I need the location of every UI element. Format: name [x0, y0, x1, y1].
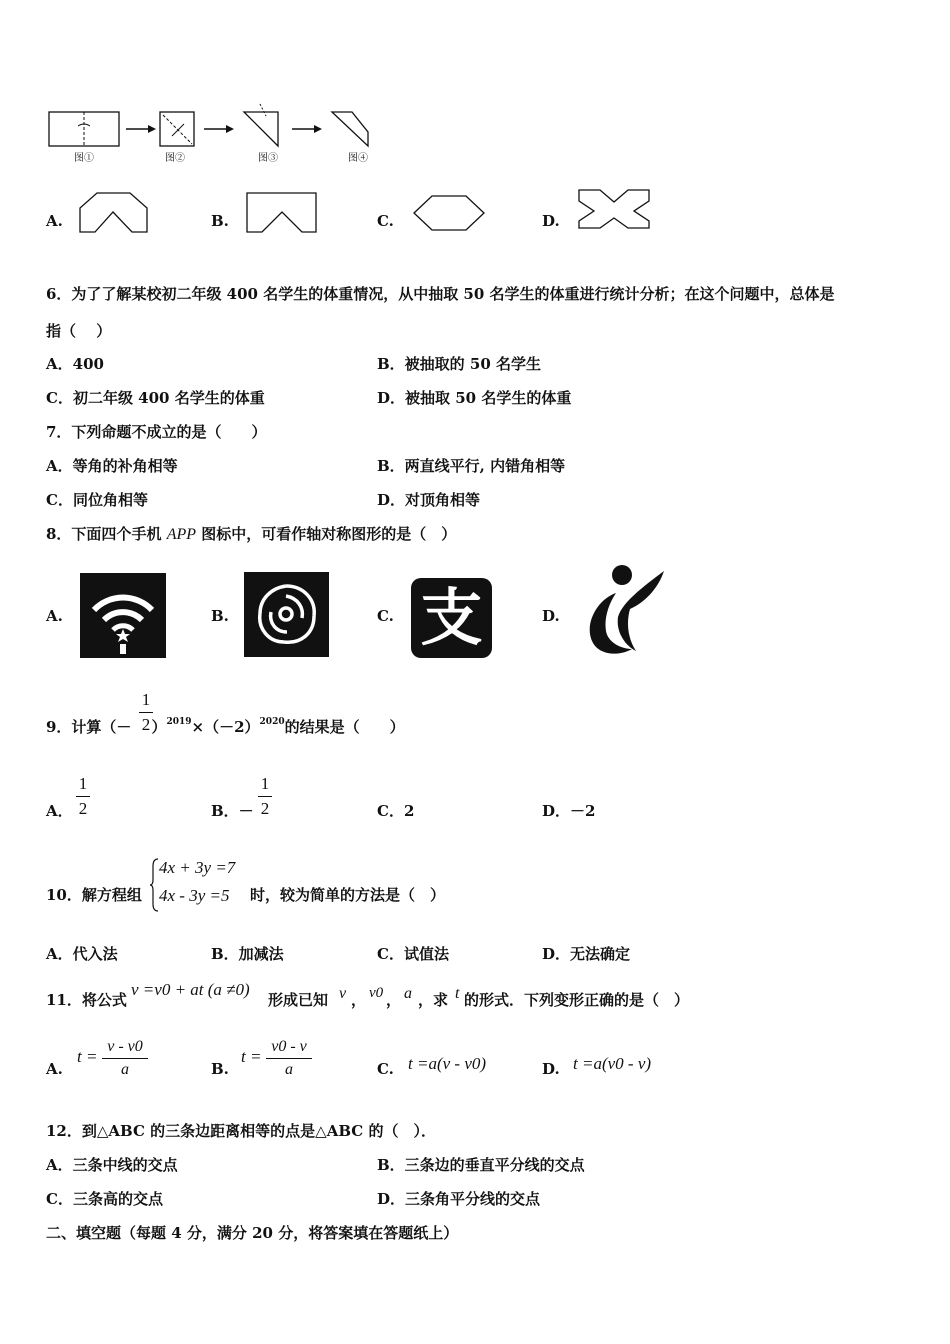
q5-option-c-label: C. — [377, 212, 394, 230]
q12-stem: 12．到△ABC 的三条边距离相等的点是△ABC 的（ ）． — [46, 1122, 436, 1140]
q9-option-a-label: A． — [46, 802, 73, 820]
q10-option-c: C．试值法 — [377, 945, 449, 963]
q5-option-shapes — [0, 0, 950, 260]
q10-option-b: B．加减法 — [211, 945, 284, 963]
q7-option-c: C．同位角相等 — [46, 491, 148, 509]
q9-frac-den: 2 — [141, 715, 151, 734]
q11-option-a-label: A. — [46, 1060, 63, 1078]
pay-icon — [411, 578, 492, 658]
pay-icon-char: 支 — [420, 581, 483, 654]
wifi-icon — [80, 573, 166, 658]
q6-option-a: A．400 — [46, 355, 104, 373]
q5-figure-label-3: 图③ — [258, 153, 278, 164]
q12-option-a: A．三条中线的交点 — [46, 1156, 178, 1174]
q9-exp1: 2019 — [166, 717, 192, 727]
q7-option-a: A．等角的补角相等 — [46, 457, 178, 475]
q5-option-d-label: D. — [542, 212, 560, 230]
q6-option-d: D．被抽取 50 名学生的体重 — [377, 389, 572, 407]
q11-c-expr: t =a(v - v0) — [408, 1054, 487, 1073]
q11-d-expr: t =a(v0 - v) — [573, 1054, 652, 1073]
q11-known-a: a — [404, 985, 412, 1002]
q9-stem-pre: 9．计算（－ — [46, 718, 132, 736]
q7-option-d: D．对顶角相等 — [377, 491, 481, 509]
q8-option-c-label: C. — [377, 607, 394, 625]
q9-a-num: 1 — [78, 774, 88, 793]
q11-seek-t: t — [455, 985, 460, 1002]
q11-comma-1: ， — [351, 991, 367, 1009]
q11-stem-post: 的形式．下列变形正确的是（ ） — [464, 991, 690, 1009]
q9-option-a-fraction — [76, 774, 90, 819]
q5-figure-label-2: 图② — [165, 153, 185, 164]
q9-option-b-fraction — [258, 774, 272, 819]
q9-stem-post: 的结果是（ ） — [284, 718, 405, 736]
q11-stem-mid: 形成已知 — [268, 991, 329, 1009]
q5-figure-label-4: 图④ — [348, 153, 368, 164]
q12-option-b: B．三条边的垂直平分线的交点 — [377, 1156, 585, 1174]
q10-stem-pre: 10．解方程组 — [46, 886, 142, 904]
q7-stem: 7．下列命题不成立的是（ ） — [46, 423, 267, 441]
q8-stem-post: 图标中，可看作轴对称图形的是（ ） — [201, 525, 457, 543]
q11-a-den: a — [121, 1061, 129, 1078]
q8-option-a-label: A. — [46, 607, 63, 625]
q9-stem-fraction — [139, 690, 153, 735]
q7-option-b: B．两直线平行, 内错角相等 — [377, 457, 566, 475]
q10-option-d: D．无法确定 — [542, 945, 631, 963]
figure-icon — [578, 563, 668, 658]
q11-known-v0: v0 — [369, 985, 384, 1001]
q9-option-b-label: B．－ — [211, 802, 254, 820]
q11-option-c-label: C. — [377, 1060, 394, 1078]
q5-option-a-label: A. — [46, 212, 63, 230]
q11-option-b-label: B. — [211, 1060, 229, 1078]
q11-stem-pre: 11．将公式 — [46, 991, 127, 1009]
q9-b-den: 2 — [260, 799, 270, 818]
q9-stem — [46, 716, 405, 737]
q5-option-b-label: B. — [211, 212, 229, 230]
q11-option-d-label: D. — [542, 1060, 560, 1078]
q8-option-b-label: B. — [211, 607, 229, 625]
q10-option-a: A．代入法 — [46, 945, 118, 963]
q8-stem — [46, 523, 456, 544]
q5-shape-a — [80, 193, 147, 232]
q5-shape-c — [414, 196, 484, 230]
q9-option-c: C．2 — [377, 802, 415, 820]
q11-comma-2: ， — [386, 991, 402, 1009]
q11-option-b-fraction — [266, 1038, 312, 1079]
q9-option-d: D．－2 — [542, 802, 596, 820]
q9-b-num: 1 — [260, 774, 270, 793]
q8-stem-app: APP — [166, 526, 197, 543]
q12-option-c: C．三条高的交点 — [46, 1190, 163, 1208]
q9-a-den: 2 — [78, 799, 88, 818]
q11-formula: v =v0 + at (a ≠0) — [131, 980, 250, 999]
q9-stem-mid: ） — [151, 718, 167, 736]
q6-stem-line1: 6．为了了解某校初二年级 400 名学生的体重情况，从中抽取 50 名学生的体重进行统计分析；在这个问题中，总体是 — [46, 285, 835, 303]
q6-stem-line2: 指（ ） — [46, 322, 112, 340]
q10-eq2: 4x - 3y =5 — [159, 886, 230, 905]
q11-option-a-fraction — [102, 1038, 148, 1079]
q11-b-den: a — [285, 1061, 293, 1078]
q11-b-lhs: t = — [241, 1047, 262, 1066]
q6-option-b: B．被抽取的 50 名学生 — [377, 355, 541, 373]
q9-exp2: 2020 — [259, 717, 285, 727]
q11-a-num: v - v0 — [107, 1038, 143, 1055]
q11-a-lhs: t = — [77, 1047, 98, 1066]
q9-times: ×（－2） — [191, 718, 260, 736]
swirl-icon — [244, 572, 329, 657]
q8-option-d-label: D. — [542, 607, 560, 625]
q12-option-d: D．三条角平分线的交点 — [377, 1190, 541, 1208]
q5-shape-b — [247, 193, 316, 232]
q5-figure-label-1: 图① — [74, 153, 94, 164]
q11-b-num: v0 - v — [271, 1038, 307, 1055]
q6-option-c: C．初二年级 400 名学生的体重 — [46, 389, 265, 407]
q11-known-v: v — [339, 985, 347, 1002]
q10-eq1: 4x + 3y =7 — [159, 858, 236, 877]
section-2-heading: 二、填空题（每题 4 分，满分 20 分，将答案填在答题纸上） — [46, 1224, 459, 1242]
q5-shape-d — [579, 190, 649, 228]
q10-stem-post: 时，较为简单的方法是（ ） — [250, 886, 446, 904]
q11-stem-seek: ，求 — [418, 991, 449, 1009]
q9-frac-num: 1 — [141, 690, 151, 709]
q8-stem-pre: 8．下面四个手机 — [46, 525, 162, 543]
